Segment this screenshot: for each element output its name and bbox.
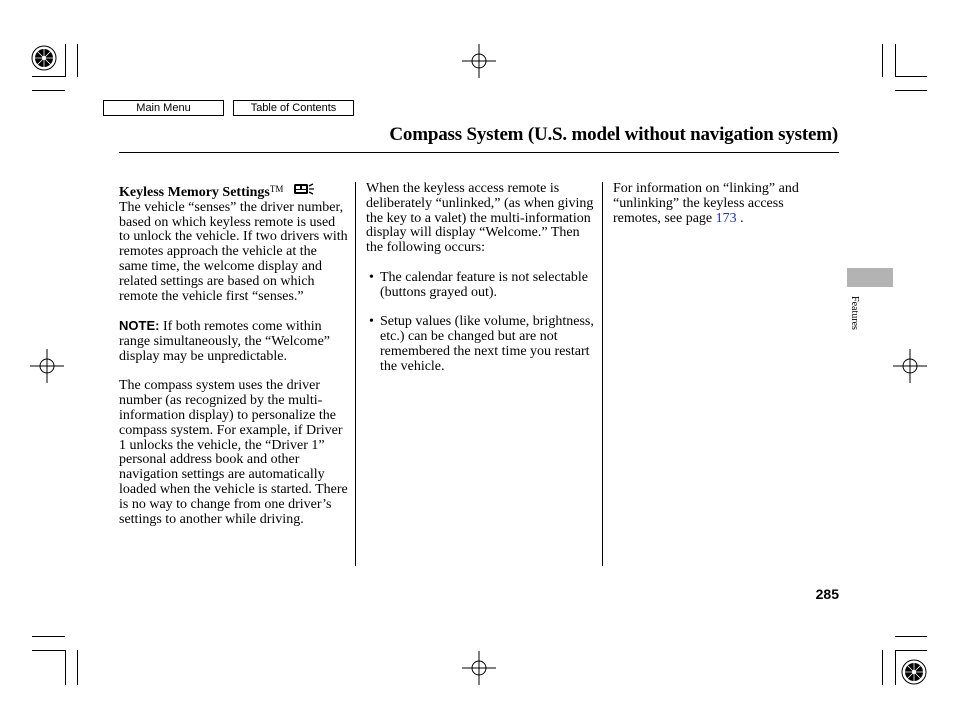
note-text: If both remotes come within range simultaneously, the “Welcome” display may be unpredictable.	[119, 319, 330, 364]
column-3	[613, 182, 818, 226]
title-rule	[119, 152, 839, 153]
trademark-mark: TM	[269, 184, 284, 194]
paragraph: When the keyless access remote is deliberately “unlinked,” (as when giving the key to a valet) the multi-information display will display “Welcome.” Then the following occurs:	[366, 181, 594, 256]
list-item: • Setup values (like volume, brightness, etc.) can be changed but are not remembered the next time you restart the vehicle.	[366, 315, 596, 374]
paragraph	[613, 182, 818, 226]
column-separator	[355, 182, 356, 566]
page-link[interactable]: 173	[715, 210, 737, 226]
page-number: 285	[815, 586, 839, 602]
bullet-list	[366, 271, 596, 375]
star-target-icon	[901, 659, 927, 685]
section-tab-label: Features	[849, 296, 860, 330]
list-item: • The calendar feature is not selectable (buttons grayed out).	[366, 271, 596, 301]
note-paragraph	[119, 319, 349, 364]
section-heading: Keyless Memory Settings	[119, 185, 270, 200]
paragraph: The compass system uses the driver number (as recognized by the multi-information display) to personalize the compass system. For example, if Driver 1 unlocks the vehicle, the “Driver 1” personal address book and other navigation settings are automatically loaded when the vehicle is started. There is no way to change from one driver’s settings to another while driving.	[119, 378, 348, 527]
page-title: Compass System (U.S. model without navigation system)	[389, 124, 838, 145]
keyless-remote-icon	[293, 183, 315, 197]
registration-mark-icon	[893, 349, 927, 383]
registration-mark-icon	[462, 44, 496, 78]
main-menu-button[interactable]: Main Menu	[103, 100, 224, 116]
note-label: NOTE:	[119, 318, 160, 334]
registration-mark-icon	[462, 651, 496, 685]
column-1	[119, 182, 349, 527]
star-target-icon	[31, 45, 57, 71]
column-2	[366, 182, 596, 374]
table-of-contents-button[interactable]: Table of Contents	[233, 100, 354, 116]
column-separator	[602, 182, 603, 566]
paragraph: The vehicle “senses” the driver number, based on which keyless remote is used to unlock the vehicle. If two drivers with remotes approach the vehicle at the same time, the welcome display and related settings are based on which remote the vehicle first “senses.”	[119, 199, 348, 304]
text: .	[736, 210, 744, 226]
registration-mark-icon	[30, 349, 64, 383]
text: For information on “linking” and “unlinking” the keyless access remotes, see page	[613, 181, 799, 226]
